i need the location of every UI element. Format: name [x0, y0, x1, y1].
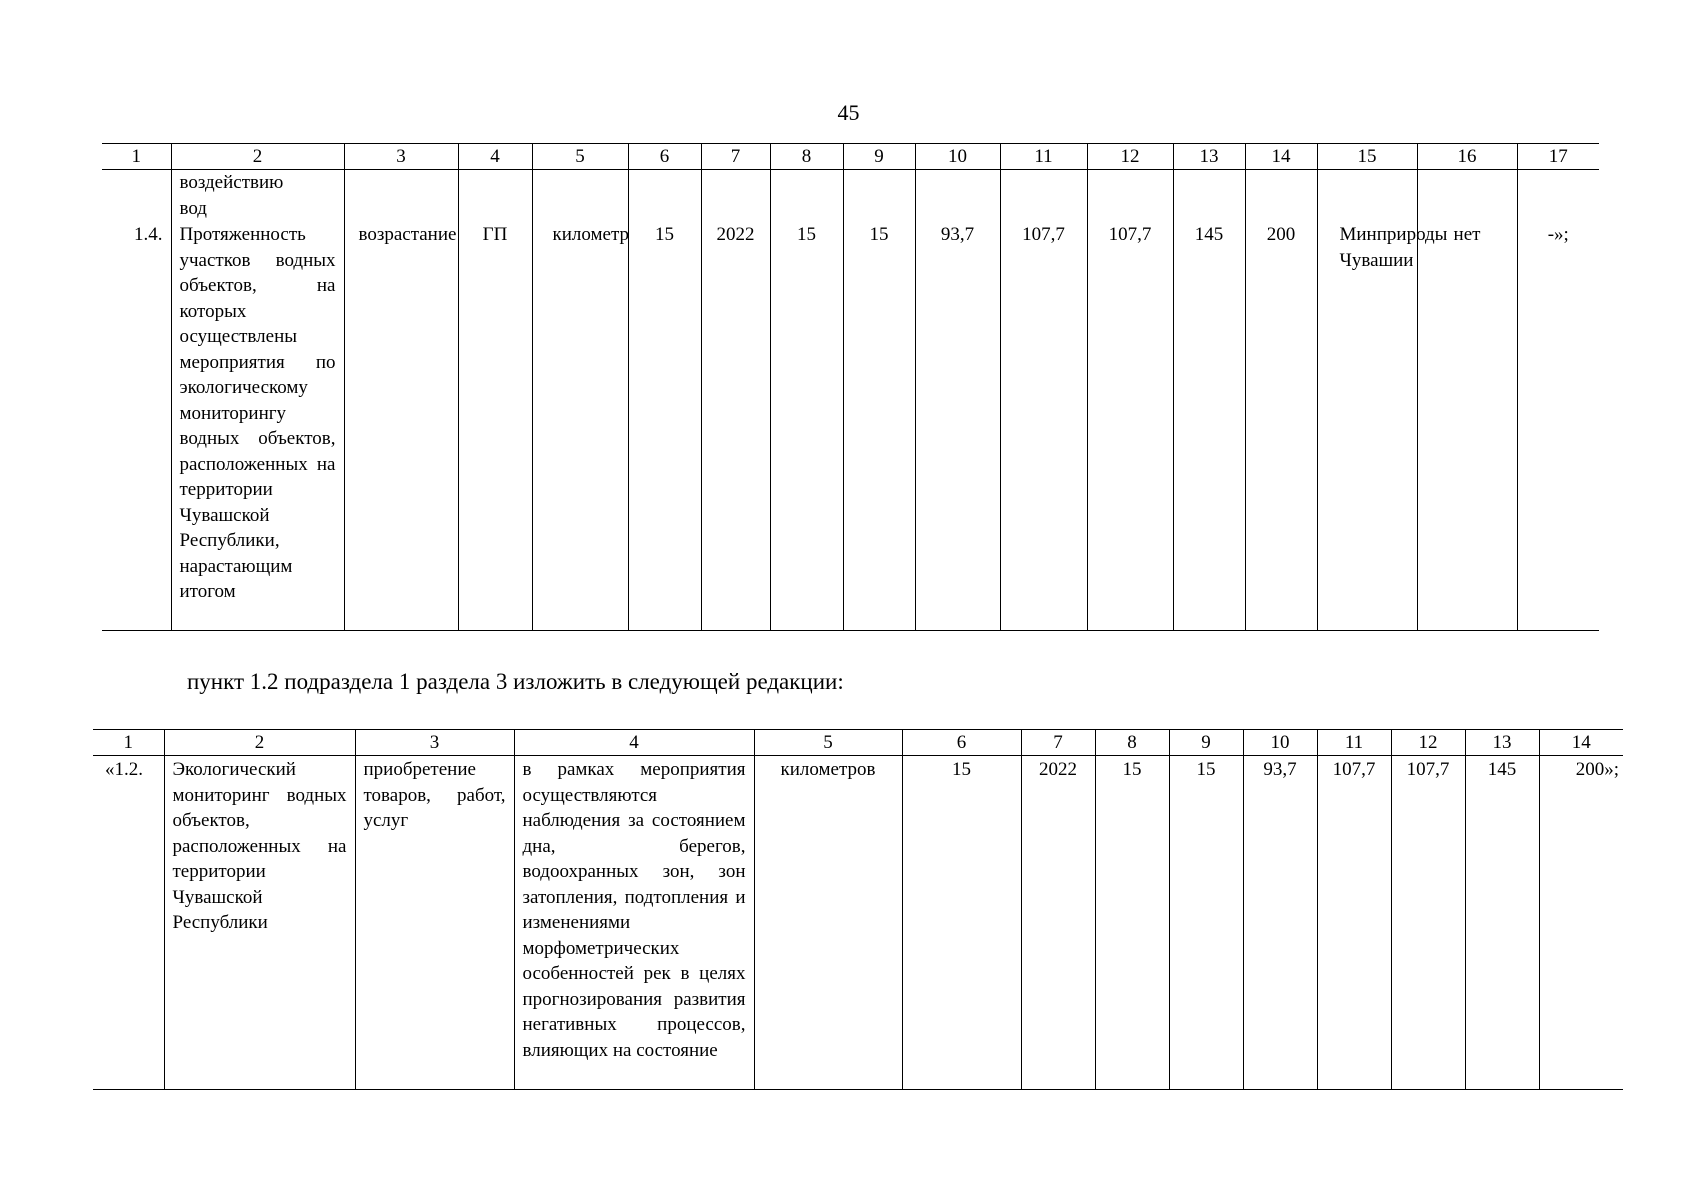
column-number: 8: [1095, 730, 1169, 756]
value-cell: 15: [902, 756, 1021, 1090]
base-year: 2022: [1021, 756, 1095, 1090]
value-cell: 15: [1095, 756, 1169, 1090]
column-number: 4: [458, 144, 532, 170]
activities-table: [93, 729, 1623, 1090]
instruction-paragraph: пункт 1.2 подраздела 1 раздела 3 изложить в следующей редакции:: [187, 669, 844, 694]
activity-type: приобретение товаров, работ, услуг: [355, 756, 514, 1090]
column-number: 11: [1317, 730, 1391, 756]
value-cell: 107,7: [1000, 221, 1087, 631]
column-number: 10: [1243, 730, 1317, 756]
table-row-continuation: [102, 170, 1599, 222]
unit-of-measure: километр: [532, 221, 628, 631]
value-cell: 15: [628, 221, 701, 631]
column-number: 15: [1317, 144, 1417, 170]
column-number: 10: [915, 144, 1000, 170]
column-number: 5: [754, 730, 902, 756]
column-number: 6: [902, 730, 1021, 756]
column-number: 9: [1169, 730, 1243, 756]
column-number: 11: [1000, 144, 1087, 170]
column-number: 7: [1021, 730, 1095, 756]
table-row: [102, 221, 1599, 631]
unit-of-measure: километров: [754, 756, 902, 1090]
column-number: 3: [344, 144, 458, 170]
value-cell: 107,7: [1087, 221, 1173, 631]
column-number: 6: [628, 144, 701, 170]
page-number: 45: [837, 100, 860, 125]
table-header-row: [93, 730, 1623, 756]
value-cell: 145: [1465, 756, 1539, 1090]
value-cell: 93,7: [915, 221, 1000, 631]
indicator-direction: возрастание: [344, 221, 458, 631]
value-cell: 93,7: [1243, 756, 1317, 1090]
row-number: «1.2.: [93, 756, 164, 1090]
column-number: 2: [164, 730, 355, 756]
column-number: 9: [843, 144, 915, 170]
value-cell: нет: [1417, 221, 1517, 631]
column-number: 4: [514, 730, 754, 756]
activity-description: в рамках мероприятия осуществляются наблюдения за состоянием дна, берегов, водоохранных зон, зон затопления, подтопления и изменениями морфометрических особенностей рек в целях прогнозирования развития негативных процессов, влияющих на состояние: [514, 756, 754, 1090]
column-number: 3: [355, 730, 514, 756]
value-cell: 15: [770, 221, 843, 631]
column-number: 1: [102, 144, 171, 170]
value-cell: 15: [1169, 756, 1243, 1090]
value-cell: 200: [1245, 221, 1317, 631]
value-cell: 200»;: [1539, 756, 1623, 1090]
column-number: 12: [1391, 730, 1465, 756]
column-number: 13: [1173, 144, 1245, 170]
column-number: 5: [532, 144, 628, 170]
value-cell: 145: [1173, 221, 1245, 631]
value-cell: -»;: [1517, 221, 1599, 631]
responsible-executor: Минприроды Чувашии: [1317, 221, 1417, 631]
column-number: 14: [1539, 730, 1623, 756]
column-number: 13: [1465, 730, 1539, 756]
indicator-name-continuation: воздействию вод: [171, 170, 344, 222]
value-cell: 107,7: [1317, 756, 1391, 1090]
indicator-source: ГП: [458, 221, 532, 631]
column-number: 16: [1417, 144, 1517, 170]
column-number: 8: [770, 144, 843, 170]
indicators-table: [102, 143, 1599, 631]
column-number: 14: [1245, 144, 1317, 170]
indicator-name: Протяженность участков водных объектов, на которых осуществлены мероприятия по экологическому мониторингу водных объектов, расположенных на территории Чувашской Республики, нарастающим итогом: [171, 221, 344, 631]
base-year: 2022: [701, 221, 770, 631]
column-number: 17: [1517, 144, 1599, 170]
value-cell: 107,7: [1391, 756, 1465, 1090]
table-row: [93, 756, 1623, 1090]
row-number: 1.4.: [102, 221, 171, 631]
table-header-row: [102, 144, 1599, 170]
column-number: 1: [93, 730, 164, 756]
column-number: 2: [171, 144, 344, 170]
activity-name: Экологический мониторинг водных объектов, расположенных на территории Чувашской Республики: [164, 756, 355, 1090]
column-number: 7: [701, 144, 770, 170]
column-number: 12: [1087, 144, 1173, 170]
value-cell: 15: [843, 221, 915, 631]
